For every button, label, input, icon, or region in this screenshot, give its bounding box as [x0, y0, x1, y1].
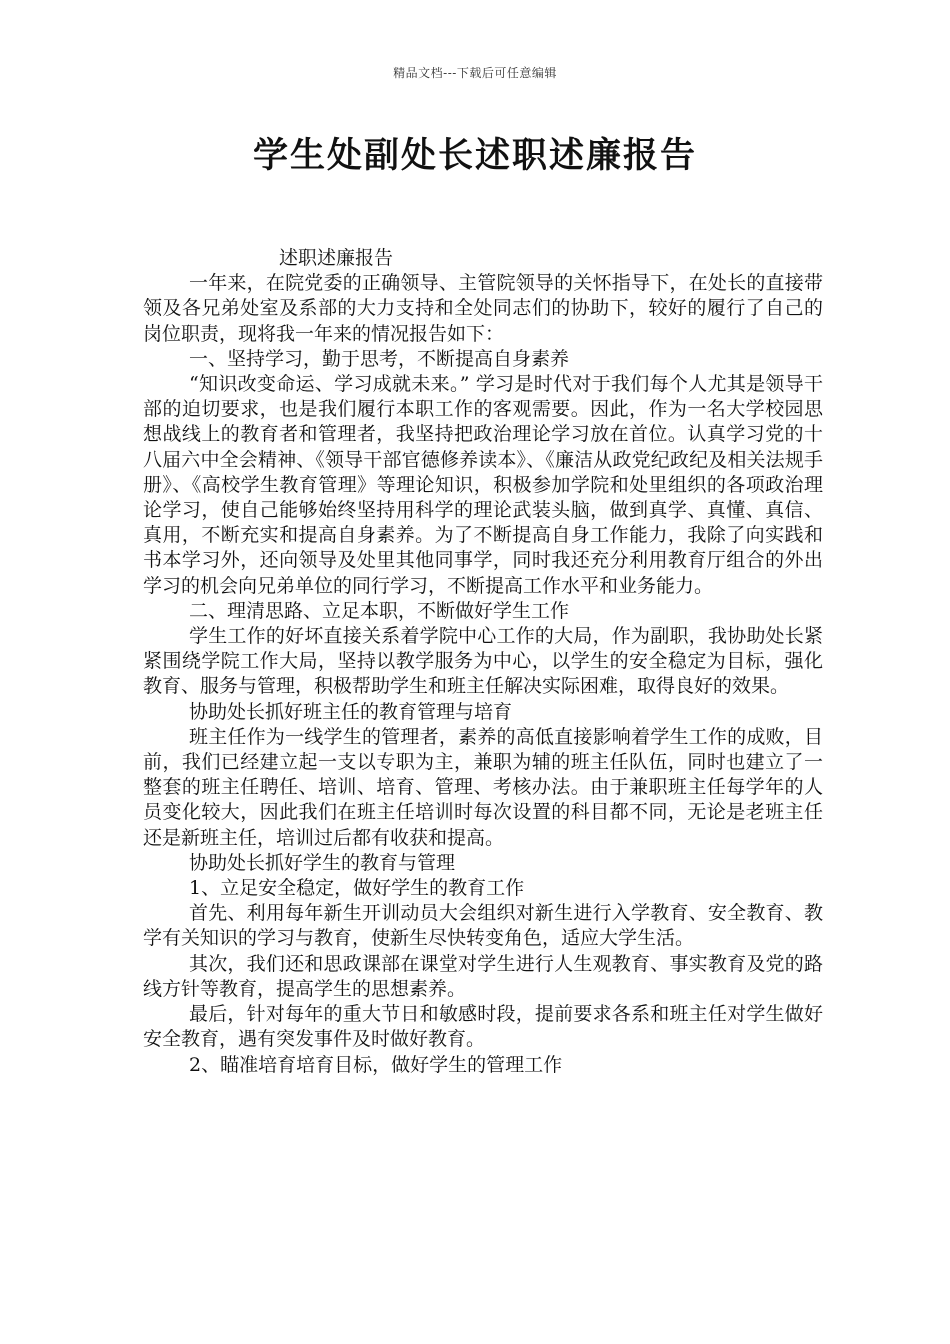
paragraph: 首先、利用每年新生开训动员大会组织对新生进行入学教育、安全教育、教学有关知识的学习与教育，使新生尽快转变角色，适应大学生活。 [143, 902, 823, 950]
header-note: 精品文档---下载后可任意编辑 [393, 66, 557, 80]
paragraph: 其次，我们还和思政课部在课堂对学生进行人生观教育、事实教育及党的路线方针等教育，提高学生的思想素养。 [143, 952, 823, 1000]
paragraph: 一年来，在院党委的正确领导、主管院领导的关怀指导下，在处长的直接带领及各兄弟处室及系部的大力支持和全处同志们的协助下，较好的履行了自己的岗位职责，现将我一年来的情况报告如下： [143, 272, 823, 345]
report-subtitle: 述职述廉报告 [279, 247, 394, 269]
section-heading: 一、坚持学习，勤于思考，不断提高自身素养 [189, 347, 570, 370]
sub-heading: 1、立足安全稳定，做好学生的教育工作 [189, 877, 525, 900]
document-body [143, 246, 823, 1078]
document-title: 学生处副处长述职述廉报告 [252, 136, 697, 176]
section-heading: 二、理清思路、立足本职，不断做好学生工作 [189, 599, 570, 622]
sub-heading: 协助处长抓好学生的教育与管理 [189, 851, 456, 874]
paragraph: “知识改变命运、学习成就未来。” 学习是时代对于我们每个人尤其是领导干部的迫切要求，也是我们履行本职工作的客观需要。因此，作为一名大学校园思想战线上的教育者和管理者，我坚持把政治理论学习放在首位。认真学习党的十八届六中全会精神、《领导干部官德修养读本》、《廉洁从政党纪政纪及相关法规手册》、《高校学生教育管理》等理论知识，积极参加学院和处里组织的各项政治理论学习，使自己能够始终坚持用科学的理论武装头脑，做到真学、真懂、真信、真用，不断充实和提高自身素养。为了不断提高自身工作能力，我除了向实践和书本学习外，还向领导及处里其他同事学，同时我还充分利用教育厅组合的外出学习的机会向兄弟单位的同行学习，不断提高工作水平和业务能力。 [143, 373, 823, 597]
paragraph: 班主任作为一线学生的管理者，素养的高低直接影响着学生工作的成败，目前，我们已经建立起一支以专职为主，兼职为辅的班主任队伍，同时也建立了一整套的班主任聘任、培训、培育、管理、考核办法。由于兼职班主任每学年的人员变化较大，因此我们在班主任培训时每次设置的科目都不同，无论是老班主任还是新班主任，培训过后都有收获和提高。 [143, 725, 823, 849]
sub-heading: 协助处长抓好班主任的教育管理与培育 [189, 700, 513, 723]
paragraph: 最后，针对每年的重大节日和敏感时段，提前要求各系和班主任对学生做好安全教育，遇有突发事件及时做好教育。 [143, 1003, 823, 1051]
sub-heading: 2、瞄准培育培育目标，做好学生的管理工作 [189, 1053, 563, 1076]
paragraph: 学生工作的好坏直接关系着学院中心工作的大局，作为副职，我协助处长紧紧围绕学院工作大局，坚持以教学服务为中心，以学生的安全稳定为目标，强化教育、服务与管理，积极帮助学生和班主任解决实际困难，取得良好的效果。 [143, 625, 823, 698]
